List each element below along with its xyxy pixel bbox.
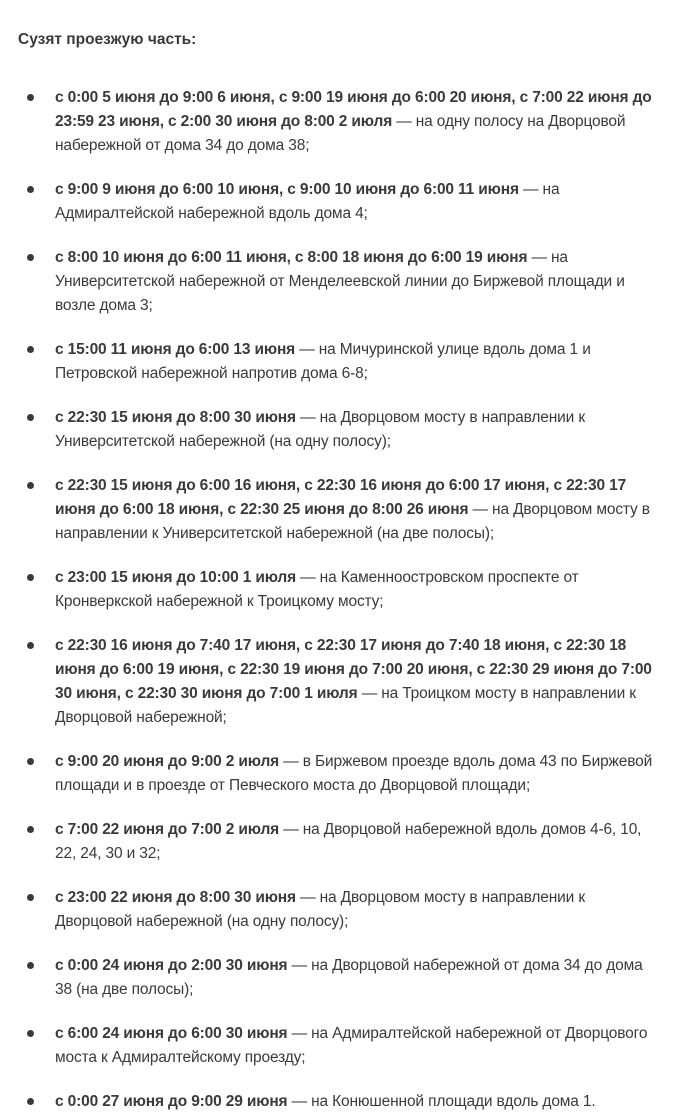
item-period: с 9:00 20 июня до 9:00 2 июля [55,753,280,770]
item-period: с 8:00 10 июня до 6:00 11 июня, с 8:00 18 июня до 6:00 19 июня [55,249,528,266]
item-location: — на Дворцовом мосту в направлении к Университетской набережной (на две полосы); [55,501,650,542]
list-item [0,1022,685,1070]
bullet-icon [27,482,34,489]
item-period: с 23:00 22 июня до 8:00 30 июня [55,889,296,906]
item-location: — на Дворцовом мосту в направлении к Университетской набережной (на одну полосу); [55,409,585,450]
item-location: — на Мичуринской улице вдоль дома 1 и Петровской набережной напротив дома 6-8; [55,341,591,382]
bullet-icon [27,826,34,833]
section-heading: Сузят проезжую часть: [18,31,197,48]
item-period: с 23:00 15 июня до 10:00 1 июля [55,569,297,586]
item-location: — на Каменноостровском проспекте от Кронверкской набережной к Троицкому мосту; [55,569,579,610]
bullet-icon [27,186,34,193]
bullet-icon [27,1030,34,1037]
item-location: — на Адмиралтейской набережной вдоль дома 4; [55,181,560,222]
list-item [0,954,685,1002]
list-item [0,474,685,546]
list-item [0,246,685,318]
list-item [0,634,685,730]
bullet-icon [27,1098,34,1105]
item-location: — на Троицком мосту в направлении к Дворцовой набережной; [55,685,636,726]
item-period: с 0:00 27 июня до 9:00 29 июня [55,1093,288,1110]
list-item [0,818,685,866]
list-item [0,886,685,934]
item-period: с 22:30 15 июня до 8:00 30 июня [55,409,296,426]
list-item [0,566,685,614]
bullet-icon [27,254,34,261]
bullet-icon [27,642,34,649]
item-period: с 7:00 22 июня до 7:00 2 июля [55,821,280,838]
bullet-icon [27,894,34,901]
bullet-icon [27,94,34,101]
list-item [0,178,685,226]
item-period: с 15:00 11 июня до 6:00 13 июня [55,341,296,358]
list-item [0,338,685,386]
item-period: с 9:00 9 июня до 6:00 10 июня, с 9:00 10 июня до 6:00 11 июня [55,181,519,198]
item-location: — на Дворцовой набережной вдоль домов 4-6, 10, 22, 24, 30 и 32; [55,821,642,862]
item-location: — на одну полосу на Дворцовой набережной от дома 34 до дома 38; [55,113,626,154]
item-location: — на Конюшенной площади вдоль дома 1. [287,1093,596,1110]
item-period: с 22:30 16 июня до 7:40 17 июня, с 22:30 17 июня до 7:40 18 июня, с 22:30 18 июня до 6:00 19 июня, с 22:30 19 июня до 7:00 20 июня, с 22:30 29 июня до 7:00 30 июня, с 22:30 30 июня до 7:00 1 июля [55,637,652,702]
bullet-icon [27,758,34,765]
item-period: с 0:00 5 июня до 9:00 6 июня, с 9:00 19 июня до 6:00 20 июня, с 7:00 22 июня до 23:59 23 июня, с 2:00 30 июня до 8:00 2 июля [55,89,652,130]
bullet-icon [27,346,34,353]
closure-list [0,86,685,1114]
item-period: с 22:30 15 июня до 6:00 16 июня, с 22:30 16 июня до 6:00 17 июня, с 22:30 17 июня до 6:00 18 июня, с 22:30 25 июня до 8:00 26 июня [55,477,627,518]
item-location: — на Адмиралтейской набережной от Дворцового моста к Адмиралтейскому проезду; [55,1025,648,1066]
list-item [0,1090,685,1114]
item-period: с 6:00 24 июня до 6:00 30 июня [55,1025,288,1042]
list-item [0,406,685,454]
item-period: с 0:00 24 июня до 2:00 30 июня [55,957,288,974]
list-item [0,86,685,158]
item-location: — на Дворцовом мосту в направлении к Дворцовой набережной (на одну полосу); [55,889,585,930]
list-item [0,750,685,798]
item-location: — на Университетской набережной от Менделеевской линии до Биржевой площади и возле дома 3; [55,249,625,314]
bullet-icon [27,574,34,581]
item-location: — в Биржевом проезде вдоль дома 43 по Биржевой площади и в проезде от Певческого моста до Дворцовой площади; [55,753,653,794]
bullet-icon [27,414,34,421]
item-location: — на Дворцовой набережной от дома 34 до дома 38 (на две полосы); [55,957,643,998]
bullet-icon [27,962,34,969]
